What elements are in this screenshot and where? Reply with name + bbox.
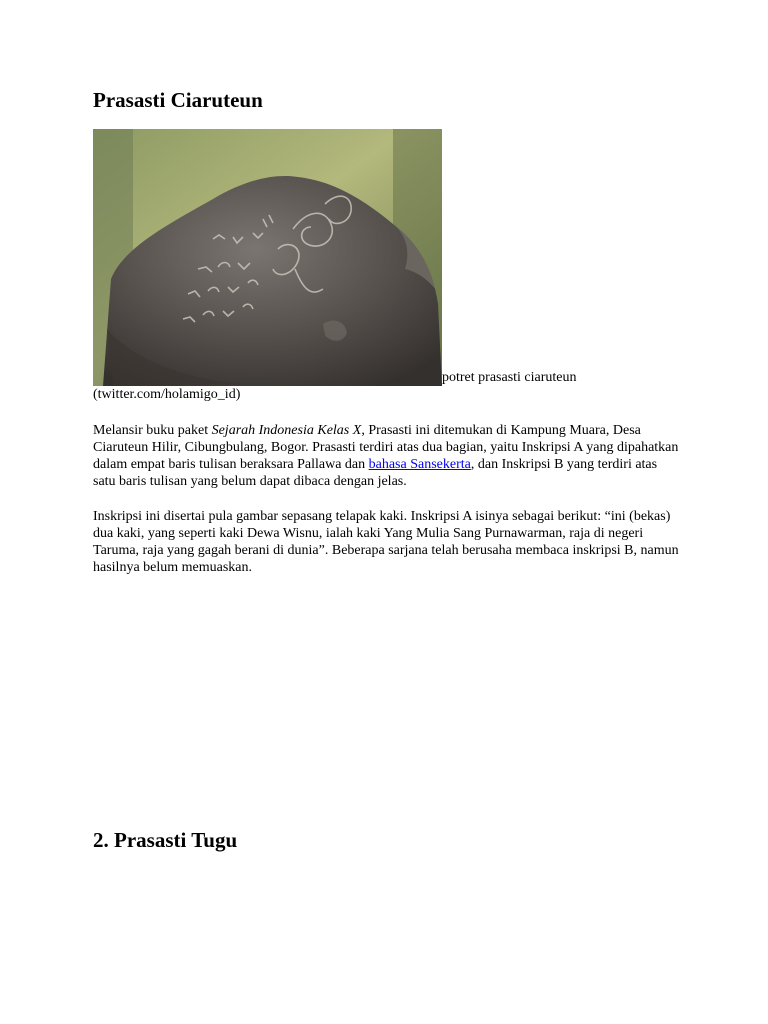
paragraph1-text-before: Melansir buku paket [93, 423, 212, 438]
paragraph1-text-after: , dan Inskripsi B yang terdiri atas satu baris tulisan yang belum dapat dibaca dengan jelas. [93, 457, 658, 489]
link-bahasa-sansekerta[interactable]: bahasa Sansekerta [368, 457, 471, 472]
paragraph-description [93, 422, 683, 490]
paragraph-inscription: Inskripsi ini disertai pula gambar sepasang telapak kaki. Inskripsi A isinya sebagai berikut: “ini (bekas) dua kaki, yang seperti kaki Dewa Wisnu, ialah kaki Yang Mulia Sang Purnawarman, raja di negeri Taruma, raja yang gagah berani di dunia”. Beberapa sarjana telah berusaha membaca inskripsi B, namun hasilnya belum memuaskan. [93, 509, 679, 575]
prasasti-ciaruteun-photo [93, 129, 442, 386]
section-heading-prasasti-tugu: 2. Prasasti Tugu [93, 828, 238, 852]
book-title-italic: Sejarah Indonesia Kelas X [211, 423, 362, 438]
paragraph1-text-middle: , Prasasti ini ditemukan di Kampung Muara, Desa Ciaruteun Hilir, Cibungbulang, Bogor. Prasasti terdiri atas dua bagian, yaitu Inskripsi A yang dipahatkan dalam empat baris tulisan beraksara Pallawa dan [93, 423, 679, 472]
section-heading-prasasti-ciaruteun: Prasasti Ciaruteun [93, 88, 263, 112]
stone-illustration [93, 129, 442, 386]
figure-caption-line1: potret prasasti ciaruteun [442, 370, 577, 385]
figure-block [93, 129, 683, 403]
figure-caption-line2: (twitter.com/holamigo_id) [93, 387, 241, 402]
